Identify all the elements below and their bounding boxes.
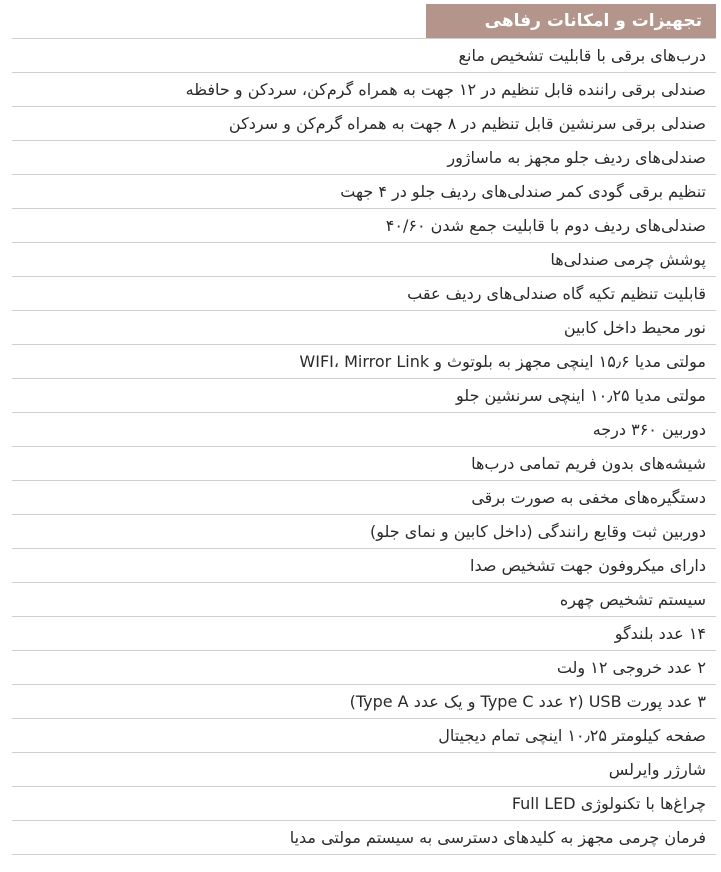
feature-item: درب‌های برقی با قابلیت تشخیص مانع [12, 39, 716, 73]
feature-item: دوربین ثبت وقایع رانندگی (داخل کابین و نمای جلو) [12, 515, 716, 549]
feature-item: فرمان چرمی مجهز به کلیدهای دسترسی به سیستم مولتی مدیا [12, 821, 716, 855]
feature-item: مولتی مدیا ۱۰٫۲۵ اینچی سرنشین جلو [12, 379, 716, 413]
feature-item: قابلیت تنظیم تکیه گاه صندلی‌های ردیف عقب [12, 277, 716, 311]
section-title: تجهیزات و امکانات رفاهی [426, 4, 716, 38]
feature-item: دوربین ۳۶۰ درجه [12, 413, 716, 447]
feature-item: صندلی برقی راننده قابل تنظیم در ۱۲ جهت به همراه گرم‌کن، سردکن و حافظه [12, 73, 716, 107]
feature-item: صندلی‌های ردیف جلو مجهز به ماساژور [12, 141, 716, 175]
feature-item: شیشه‌های بدون فریم تمامی درب‌ها [12, 447, 716, 481]
feature-item: دارای میکروفون جهت تشخیص صدا [12, 549, 716, 583]
feature-item: شارژر وایرلس [12, 753, 716, 787]
feature-item: پوشش چرمی صندلی‌ها [12, 243, 716, 277]
feature-item: صندلی برقی سرنشین قابل تنظیم در ۸ جهت به همراه گرم‌کن و سردکن [12, 107, 716, 141]
features-list [12, 39, 716, 855]
feature-item: سیستم تشخیص چهره [12, 583, 716, 617]
feature-item: نور محیط داخل کابین [12, 311, 716, 345]
feature-item: صفحه کیلومتر ۱۰٫۲۵ اینچی تمام دیجیتال [12, 719, 716, 753]
feature-item: ۳ عدد پورت USB (۲ عدد Type C و یک عدد Type A) [12, 685, 716, 719]
feature-item: دستگیره‌های مخفی به صورت برقی [12, 481, 716, 515]
feature-item: صندلی‌های ردیف دوم با قابلیت جمع شدن ۴۰/۶۰ [12, 209, 716, 243]
feature-item: ۲ عدد خروجی ۱۲ ولت [12, 651, 716, 685]
feature-item: تنظیم برقی گودی کمر صندلی‌های ردیف جلو در ۴ جهت [12, 175, 716, 209]
feature-item: مولتی مدیا ۱۵٫۶ اینچی مجهز به بلوتوث و WIFI، Mirror Link [12, 345, 716, 379]
feature-item: ۱۴ عدد بلندگو [12, 617, 716, 651]
feature-item: چراغ‌ها با تکنولوژی Full LED [12, 787, 716, 821]
